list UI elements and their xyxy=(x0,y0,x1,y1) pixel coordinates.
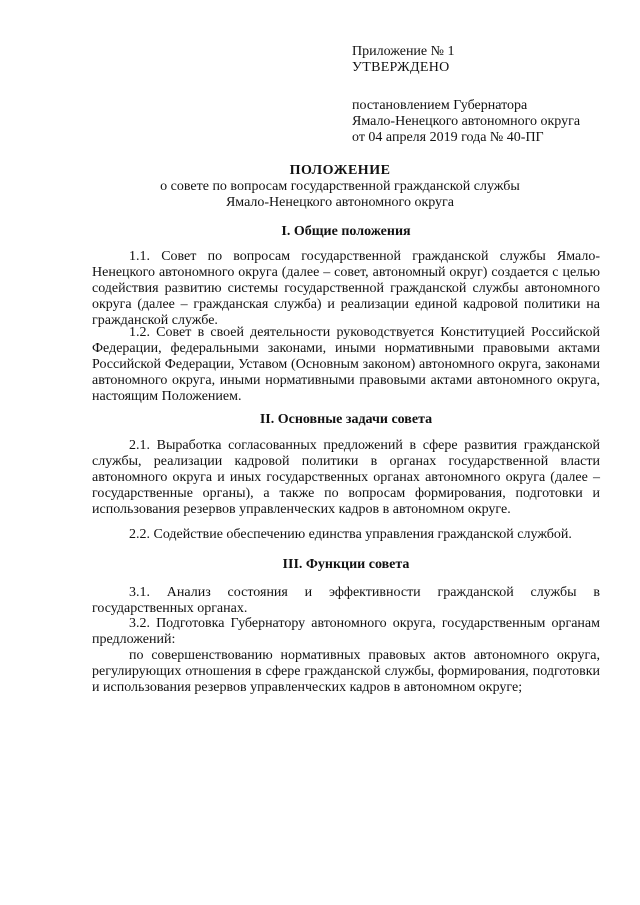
section-2-heading: II. Основные задачи совета xyxy=(259,412,433,427)
document-subtitle-line-2: Ямало-Ненецкого автономного округа xyxy=(225,195,455,210)
approval-gap xyxy=(352,76,622,98)
approval-line-2: Ямало-Ненецкого автономного округа xyxy=(352,114,581,129)
paragraph-3-2: 3.2. Подготовка Губернатору автономного округа, государственным органам предложений: xyxy=(92,616,600,647)
paragraph-2-1: 2.1. Выработка согласованных предложений в сфере развития гражданской службы, реализации кадровой политики в органах государственной власти автономного округа и иных государственных органах автономного округа (далее – государственные органы), а также по вопросам формирования, подготовки и использования резервов управленческих кадров в автономном округе. xyxy=(92,438,600,517)
approval-line-1: постановлением Губернатора xyxy=(352,98,528,113)
document-title: ПОЛОЖЕНИЕ xyxy=(289,163,391,178)
document-subtitle-line-1: о совете по вопросам государственной гражданской службы xyxy=(160,179,520,194)
paragraph-1-1: 1.1. Совет по вопросам государственной гражданской службы Ямало-Ненецкого автономного округа (далее – совет, автономный округ) создается с целью содействия развитию системы государственной гражданской службы автономного округа (далее – гражданская служба) и реализации единой кадровой политики на гражданской службе. xyxy=(92,249,600,328)
approval-line-3: от 04 апреля 2019 года № 40-ПГ xyxy=(352,130,544,145)
approved-label: УТВЕРЖДЕНО xyxy=(352,60,450,75)
paragraph-1-2: 1.2. Совет в своей деятельности руководствуется Конституцией Российской Федерации, федеральными законами, иными нормативными правовыми актами Российской Федерации, Уставом (Основным законом) автономного округа, законами автономного округа, иными нормативными правовыми актами автономного округа, настоящим Положением. xyxy=(92,325,600,404)
section-1-heading: I. Общие положения xyxy=(281,224,411,239)
paragraph-3-2-item: по совершенствованию нормативных правовых актов автономного округа, регулирующих отношения в сфере гражданской службы, формирования, подготовки и использования резервов управленческих кадров в автономном округе; xyxy=(92,648,600,695)
section-3-heading: III. Функции совета xyxy=(282,557,410,572)
appendix-number: Приложение № 1 xyxy=(352,44,455,59)
document-title-block xyxy=(80,163,600,211)
paragraph-2-2: 2.2. Содействие обеспечению единства управления гражданской службой. xyxy=(129,527,572,542)
paragraph-3-1: 3.1. Анализ состояния и эффективности гражданской службы в государственных органах. xyxy=(92,585,600,616)
approval-stamp xyxy=(352,44,622,146)
